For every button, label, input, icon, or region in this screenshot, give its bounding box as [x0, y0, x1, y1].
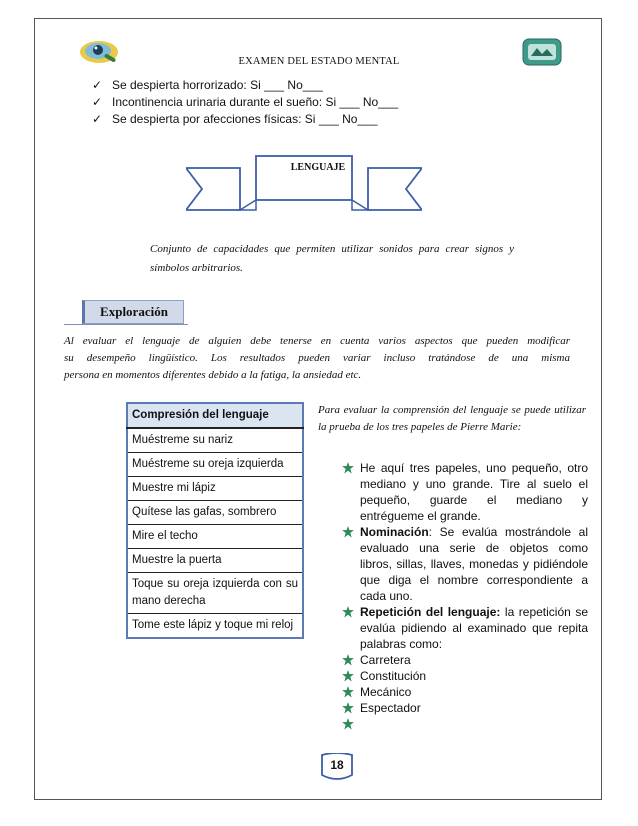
- exploration-heading: Exploración: [82, 300, 184, 324]
- list-item: Carretera: [340, 652, 588, 668]
- table-row: Muestre la puerta: [127, 549, 303, 573]
- exploration-intro: [64, 333, 570, 384]
- table-row: Muestre mi lápiz: [127, 477, 303, 501]
- list-item: [340, 716, 588, 732]
- list-item: Espectador: [340, 700, 588, 716]
- star-bullet-icon: [342, 654, 354, 666]
- list-item: Nominación: Se evalúa mostrándole al evaluado una serie de objetos como libros, sillas, llaves, monedas y pidiéndole que diga el nombre correspondiente a cada uno.: [340, 524, 588, 604]
- checkmark-icon: ✓: [92, 78, 103, 92]
- star-bullet-icon: [342, 702, 354, 714]
- star-bullet-icon: [342, 606, 354, 618]
- intro-line: su desempeño lingüístico. Los resultados pueden variar incluso tratándose de una misma: [64, 352, 570, 364]
- table-row: Muéstreme su nariz: [127, 428, 303, 453]
- star-bullet-icon: [342, 670, 354, 682]
- section-title: LENGUAJE: [290, 162, 346, 173]
- pierre-marie-intro: Para evaluar la comprensión del lenguaje se puede utilizar la prueba de los tres papeles de Pierre Marie:: [318, 404, 586, 433]
- star-bullet-icon: [342, 526, 354, 538]
- star-bullet-icon: [342, 718, 354, 730]
- table-row: Tome este lápiz y toque mi reloj: [127, 614, 303, 639]
- table-header: Compresión del lenguaje: [127, 403, 303, 428]
- methods-list: [340, 460, 588, 732]
- list-item: Mecánico: [340, 684, 588, 700]
- list-item: He aquí tres papeles, uno pequeño, otro mediano y uno grande. Tire al suelo el pequeño, guarde el mediano y entrégueme el grande.: [340, 460, 588, 524]
- list-item: Repetición del lenguaje: la repetición se evalúa pidiendo al examinado que repita palabras como:: [340, 604, 588, 652]
- intro-line: persona en momentos diferentes debido a la fatiga, la ansiedad etc.: [64, 369, 362, 381]
- star-bullet-icon: [342, 462, 354, 474]
- checkmark-icon: ✓: [92, 112, 103, 126]
- table-row: Quítese las gafas, sombrero: [127, 501, 303, 525]
- table-row: Mire el techo: [127, 525, 303, 549]
- table-row: Muéstreme su oreja izquierda: [127, 453, 303, 477]
- checklist-item: ✓ Se despierta por afecciones físicas: Si ___ No___: [92, 112, 378, 126]
- checkmark-icon: ✓: [92, 95, 103, 109]
- heading-underline: [64, 324, 188, 325]
- document-header-title: EXAMEN DEL ESTADO MENTAL: [238, 56, 400, 67]
- checklist: [92, 77, 552, 128]
- page-number: 18: [330, 758, 344, 772]
- list-item: Constitución: [340, 668, 588, 684]
- checklist-item: ✓ Incontinencia urinaria durante el sueño: Si ___ No___: [92, 95, 399, 109]
- checklist-item: ✓ Se despierta horrorizado: Si ___ No___: [92, 78, 323, 92]
- table-row: Toque su oreja izquierda con su mano derecha: [127, 573, 303, 614]
- definition-text: Conjunto de capacidades que permiten utilizar sonidos para crear signos y símbolos arbitrarios.: [150, 243, 514, 274]
- comprehension-table: [126, 402, 304, 639]
- section-ribbon-banner: [186, 150, 422, 222]
- intro-line: Al evaluar el lenguaje de alguien debe tenerse en cuenta varios aspectos que pueden modificar: [64, 335, 570, 347]
- star-bullet-icon: [342, 686, 354, 698]
